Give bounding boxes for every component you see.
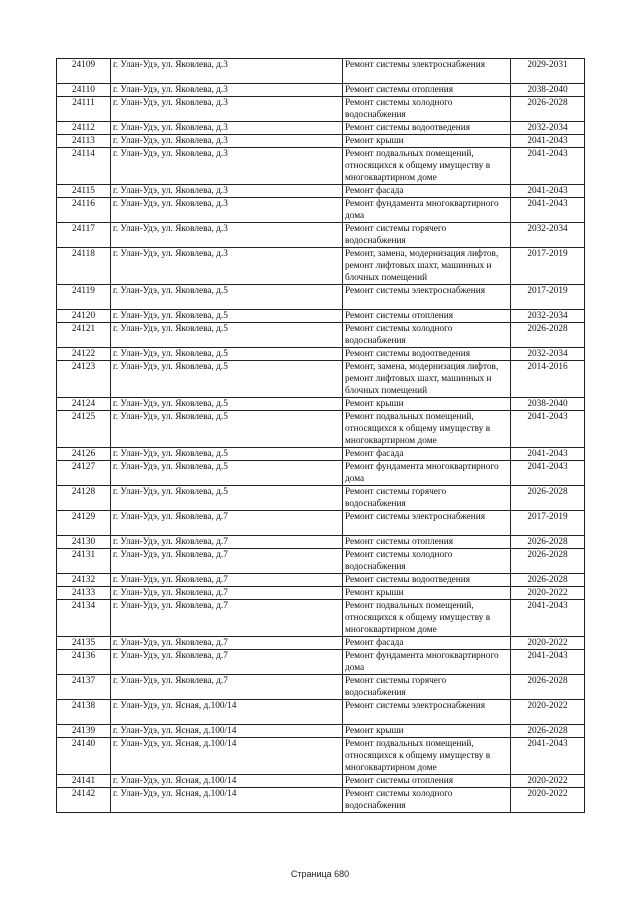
period-cell: 2041-2043 (511, 738, 585, 775)
period-cell: 2014-2016 (511, 361, 585, 398)
row-id-cell: 24115 (57, 185, 111, 198)
period-cell: 2041-2043 (511, 148, 585, 185)
address-cell: г. Улан-Удэ, ул. Ясная, д.100/14 (111, 725, 343, 738)
work-type-cell: Ремонт системы электроснабжения (343, 59, 511, 84)
period-cell: 2038-2040 (511, 84, 585, 97)
address-cell: г. Улан-Удэ, ул. Яковлева, д.5 (111, 461, 343, 486)
row-id-cell: 24114 (57, 148, 111, 185)
period-cell: 2041-2043 (511, 135, 585, 148)
row-id-cell: 24133 (57, 587, 111, 600)
table-row (57, 411, 585, 448)
address-cell: г. Улан-Удэ, ул. Ясная, д.100/14 (111, 738, 343, 775)
table-row (57, 361, 585, 398)
row-id-cell: 24142 (57, 788, 111, 813)
period-cell: 2041-2043 (511, 198, 585, 223)
row-id-cell: 24117 (57, 223, 111, 248)
row-id-cell: 24109 (57, 59, 111, 84)
row-id-cell: 24123 (57, 361, 111, 398)
table-row (57, 738, 585, 775)
address-cell: г. Улан-Удэ, ул. Яковлева, д.5 (111, 310, 343, 323)
table-row (57, 650, 585, 675)
period-cell: 2041-2043 (511, 600, 585, 637)
address-cell: г. Улан-Удэ, ул. Яковлева, д.3 (111, 59, 343, 84)
period-cell: 2020-2022 (511, 788, 585, 813)
period-cell: 2041-2043 (511, 448, 585, 461)
address-cell: г. Улан-Удэ, ул. Яковлева, д.5 (111, 348, 343, 361)
period-cell: 2032-2034 (511, 122, 585, 135)
work-type-cell: Ремонт подвальных помещений, относящихся к общему имуществу в многоквартирном доме (343, 411, 511, 448)
period-cell: 2029-2031 (511, 59, 585, 84)
address-cell: г. Улан-Удэ, ул. Яковлева, д.3 (111, 185, 343, 198)
work-type-cell: Ремонт системы холодного водоснабжения (343, 788, 511, 813)
period-cell: 2026-2028 (511, 549, 585, 574)
row-id-cell: 24113 (57, 135, 111, 148)
period-cell: 2026-2028 (511, 97, 585, 122)
row-id-cell: 24139 (57, 725, 111, 738)
table-row (57, 511, 585, 536)
table-row (57, 323, 585, 348)
row-id-cell: 24131 (57, 549, 111, 574)
row-id-cell: 24127 (57, 461, 111, 486)
address-cell: г. Улан-Удэ, ул. Ясная, д.100/14 (111, 775, 343, 788)
capital-repair-table (56, 58, 585, 813)
table-row (57, 122, 585, 135)
address-cell: г. Улан-Удэ, ул. Яковлева, д.3 (111, 135, 343, 148)
period-cell: 2041-2043 (511, 650, 585, 675)
row-id-cell: 24137 (57, 675, 111, 700)
address-cell: г. Улан-Удэ, ул. Яковлева, д.7 (111, 637, 343, 650)
period-cell: 2041-2043 (511, 185, 585, 198)
address-cell: г. Улан-Удэ, ул. Яковлева, д.7 (111, 574, 343, 587)
work-type-cell: Ремонт системы отопления (343, 310, 511, 323)
row-id-cell: 24126 (57, 448, 111, 461)
address-cell: г. Улан-Удэ, ул. Яковлева, д.7 (111, 587, 343, 600)
table-row (57, 223, 585, 248)
row-id-cell: 24140 (57, 738, 111, 775)
work-type-cell: Ремонт системы электроснабжения (343, 511, 511, 536)
address-cell: г. Улан-Удэ, ул. Яковлева, д.7 (111, 549, 343, 574)
period-cell: 2017-2019 (511, 285, 585, 310)
period-cell: 2032-2034 (511, 348, 585, 361)
row-id-cell: 24124 (57, 398, 111, 411)
work-type-cell: Ремонт фасада (343, 637, 511, 650)
table-row (57, 461, 585, 486)
table-row (57, 775, 585, 788)
table-row (57, 675, 585, 700)
address-cell: г. Улан-Удэ, ул. Яковлева, д.3 (111, 223, 343, 248)
table-row (57, 725, 585, 738)
period-cell: 2032-2034 (511, 223, 585, 248)
table-row (57, 348, 585, 361)
address-cell: г. Улан-Удэ, ул. Яковлева, д.5 (111, 285, 343, 310)
address-cell: г. Улан-Удэ, ул. Яковлева, д.7 (111, 511, 343, 536)
period-cell: 2041-2043 (511, 411, 585, 448)
period-cell: 2020-2022 (511, 637, 585, 650)
address-cell: г. Улан-Удэ, ул. Яковлева, д.5 (111, 361, 343, 398)
period-cell: 2026-2028 (511, 574, 585, 587)
row-id-cell: 24112 (57, 122, 111, 135)
table-body (57, 59, 585, 813)
work-type-cell: Ремонт фасада (343, 448, 511, 461)
work-type-cell: Ремонт, замена, модернизация лифтов, ремонт лифтовых шахт, машинных и блочных помещений (343, 361, 511, 398)
row-id-cell: 24118 (57, 248, 111, 285)
table-row (57, 700, 585, 725)
row-id-cell: 24132 (57, 574, 111, 587)
period-cell: 2020-2022 (511, 775, 585, 788)
work-type-cell: Ремонт системы электроснабжения (343, 285, 511, 310)
work-type-cell: Ремонт крыши (343, 725, 511, 738)
row-id-cell: 24121 (57, 323, 111, 348)
period-cell: 2017-2019 (511, 511, 585, 536)
work-type-cell: Ремонт фундамента многоквартирного дома (343, 650, 511, 675)
table-row (57, 310, 585, 323)
address-cell: г. Улан-Удэ, ул. Яковлева, д.5 (111, 411, 343, 448)
work-type-cell: Ремонт системы холодного водоснабжения (343, 97, 511, 122)
row-id-cell: 24125 (57, 411, 111, 448)
period-cell: 2032-2034 (511, 310, 585, 323)
table-row (57, 97, 585, 122)
row-id-cell: 24116 (57, 198, 111, 223)
period-cell: 2026-2028 (511, 536, 585, 549)
work-type-cell: Ремонт подвальных помещений, относящихся к общему имуществу в многоквартирном доме (343, 148, 511, 185)
table-row (57, 637, 585, 650)
address-cell: г. Улан-Удэ, ул. Ясная, д.100/14 (111, 788, 343, 813)
row-id-cell: 24135 (57, 637, 111, 650)
work-type-cell: Ремонт системы водоотведения (343, 122, 511, 135)
address-cell: г. Улан-Удэ, ул. Яковлева, д.3 (111, 198, 343, 223)
address-cell: г. Улан-Удэ, ул. Яковлева, д.7 (111, 536, 343, 549)
address-cell: г. Улан-Удэ, ул. Яковлева, д.3 (111, 148, 343, 185)
table-row (57, 248, 585, 285)
address-cell: г. Улан-Удэ, ул. Яковлева, д.3 (111, 97, 343, 122)
table-row (57, 549, 585, 574)
table-row (57, 148, 585, 185)
row-id-cell: 24138 (57, 700, 111, 725)
period-cell: 2020-2022 (511, 700, 585, 725)
table-row (57, 587, 585, 600)
table-row (57, 185, 585, 198)
address-cell: г. Улан-Удэ, ул. Яковлева, д.7 (111, 650, 343, 675)
table-row (57, 448, 585, 461)
period-cell: 2017-2019 (511, 248, 585, 285)
period-cell: 2026-2028 (511, 486, 585, 511)
address-cell: г. Улан-Удэ, ул. Яковлева, д.5 (111, 486, 343, 511)
work-type-cell: Ремонт фундамента многоквартирного дома (343, 461, 511, 486)
table-row (57, 59, 585, 84)
work-type-cell: Ремонт системы отопления (343, 775, 511, 788)
row-id-cell: 24111 (57, 97, 111, 122)
address-cell: г. Улан-Удэ, ул. Яковлева, д.3 (111, 122, 343, 135)
work-type-cell: Ремонт системы горячего водоснабжения (343, 486, 511, 511)
period-cell: 2020-2022 (511, 587, 585, 600)
table-row (57, 285, 585, 310)
work-type-cell: Ремонт системы электроснабжения (343, 700, 511, 725)
row-id-cell: 24128 (57, 486, 111, 511)
work-type-cell: Ремонт подвальных помещений, относящихся к общему имуществу в многоквартирном доме (343, 600, 511, 637)
work-type-cell: Ремонт системы холодного водоснабжения (343, 549, 511, 574)
address-cell: г. Улан-Удэ, ул. Яковлева, д.7 (111, 675, 343, 700)
row-id-cell: 24129 (57, 511, 111, 536)
table-row (57, 788, 585, 813)
period-cell: 2041-2043 (511, 461, 585, 486)
period-cell: 2026-2028 (511, 323, 585, 348)
address-cell: г. Улан-Удэ, ул. Яковлева, д.5 (111, 323, 343, 348)
table-row (57, 574, 585, 587)
table-row (57, 600, 585, 637)
work-type-cell: Ремонт системы горячего водоснабжения (343, 675, 511, 700)
work-type-cell: Ремонт системы водоотведения (343, 574, 511, 587)
row-id-cell: 24130 (57, 536, 111, 549)
row-id-cell: 24136 (57, 650, 111, 675)
work-type-cell: Ремонт системы отопления (343, 84, 511, 97)
work-type-cell: Ремонт системы отопления (343, 536, 511, 549)
address-cell: г. Улан-Удэ, ул. Ясная, д.100/14 (111, 700, 343, 725)
table-row (57, 135, 585, 148)
table-row (57, 84, 585, 97)
work-type-cell: Ремонт фасада (343, 185, 511, 198)
row-id-cell: 24122 (57, 348, 111, 361)
work-type-cell: Ремонт крыши (343, 135, 511, 148)
work-type-cell: Ремонт крыши (343, 398, 511, 411)
table-row (57, 398, 585, 411)
page-number: Страница 680 (290, 869, 350, 879)
work-type-cell: Ремонт крыши (343, 587, 511, 600)
row-id-cell: 24141 (57, 775, 111, 788)
work-type-cell: Ремонт системы холодного водоснабжения (343, 323, 511, 348)
period-cell: 2026-2028 (511, 725, 585, 738)
work-type-cell: Ремонт системы водоотведения (343, 348, 511, 361)
work-type-cell: Ремонт фундамента многоквартирного дома (343, 198, 511, 223)
work-type-cell: Ремонт, замена, модернизация лифтов, ремонт лифтовых шахт, машинных и блочных помещений (343, 248, 511, 285)
table-row (57, 198, 585, 223)
row-id-cell: 24134 (57, 600, 111, 637)
address-cell: г. Улан-Удэ, ул. Яковлева, д.3 (111, 248, 343, 285)
table-row (57, 536, 585, 549)
work-type-cell: Ремонт подвальных помещений, относящихся к общему имуществу в многоквартирном доме (343, 738, 511, 775)
address-cell: г. Улан-Удэ, ул. Яковлева, д.3 (111, 84, 343, 97)
address-cell: г. Улан-Удэ, ул. Яковлева, д.5 (111, 398, 343, 411)
address-cell: г. Улан-Удэ, ул. Яковлева, д.5 (111, 448, 343, 461)
work-type-cell: Ремонт системы горячего водоснабжения (343, 223, 511, 248)
row-id-cell: 24119 (57, 285, 111, 310)
period-cell: 2038-2040 (511, 398, 585, 411)
row-id-cell: 24110 (57, 84, 111, 97)
period-cell: 2026-2028 (511, 675, 585, 700)
address-cell: г. Улан-Удэ, ул. Яковлева, д.7 (111, 600, 343, 637)
row-id-cell: 24120 (57, 310, 111, 323)
table-row (57, 486, 585, 511)
